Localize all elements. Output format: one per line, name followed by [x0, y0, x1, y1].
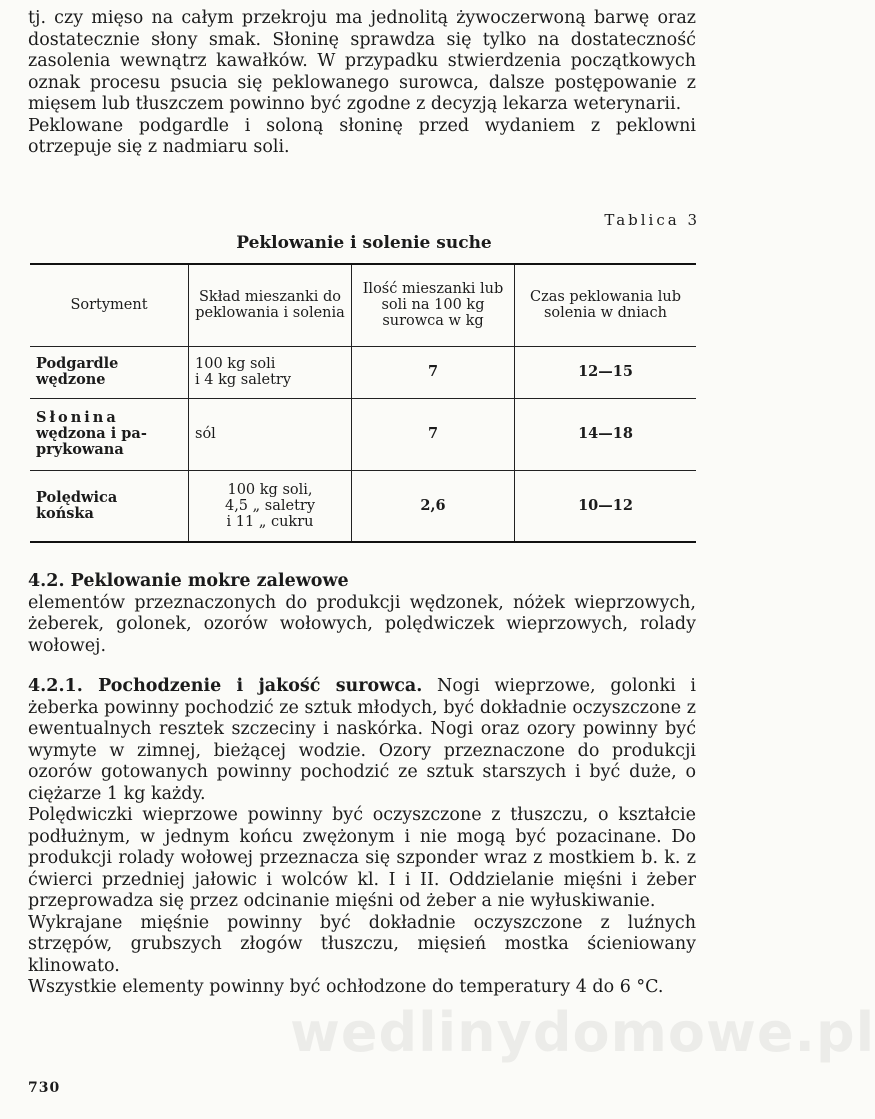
- cell-czas: 14—18: [515, 398, 697, 470]
- intro-block: [28, 8, 696, 159]
- page-number: 730: [28, 1080, 61, 1096]
- cell-sklad: 100 kg soli, 4,5 „ saletry i 11 „ cukru: [189, 470, 352, 542]
- cell-sortyment: Słonina wędzona i pa- prykowana: [30, 398, 189, 470]
- section-4-2-1: [28, 676, 696, 999]
- table-header-row: [30, 264, 696, 346]
- section-heading: 4.2. Peklowanie mokre zalewowe: [28, 571, 349, 591]
- section-paragraph: Wszystkie elementy powinny być ochłodzone do temperatury 4 do 6 °C.: [28, 977, 664, 997]
- section-text: elementów przeznaczonych do produkcji wędzonek, nóżek wieprzowych, żeberek, golonek, ozorów wołowych, polędwiczek wieprzowych, rolady wołowej.: [28, 592, 696, 656]
- section-paragraph: [28, 676, 696, 805]
- cell-czas: 12—15: [515, 346, 697, 398]
- table-label: Tablica 3: [604, 211, 700, 229]
- header-sklad: Skład mieszanki do peklowania i solenia: [189, 264, 352, 346]
- cell-sortyment: Podgardle wędzone: [30, 346, 189, 398]
- section-paragraph: Polędwiczki wieprzowe powinny być oczyszczone z tłuszczu, o kształcie podłużnym, w jednym końcu zwężonym i nie mogą być pozacinane. Do produkcji rolady wołowej przeznacza się szponder wraz z mostkiem b. k. z ćwierci przedniej jałowic i wolców kl. I i II. Oddzielanie mięśni i żeber przeprowadza się przez odcinanie mięśni od żeber a nie wyłuskiwanie.: [28, 805, 696, 911]
- table-row: [30, 398, 696, 470]
- intro-paragraph: tj. czy mięso na całym przekroju ma jednolitą żywoczerwoną barwę oraz dostatecznie słony smak. Słoninę sprawdza się tylko na dostateczność zasolenia wewnątrz kawałków. W przypadku stwierdzenia początkowych oznak procesu psucia się peklowanego surowca, dalsze postępowanie z mięsem lub tłuszczem powinno być zgodne z decyzją lekarza weterynarii.: [28, 8, 696, 114]
- cell-sortyment: Polędwica końska: [30, 470, 189, 542]
- cell-ilosc: 7: [352, 398, 515, 470]
- curing-table: [30, 263, 696, 543]
- table-title: Peklowanie i solenie suche: [236, 233, 492, 253]
- section-text: Nogi wieprzowe, golonki i żeberka powinny pochodzić ze sztuk młodych, być dokładnie oczyszczone z ewentualnych resztek szczeciny i naskórka. Nogi oraz ozory powinny być wymyte w zimnej, bieżącej wodzie. Ozory przeznaczone do produkcji ozorów gotowanych powinny pochodzić ze sztuk starszych i być duże, o ciężarze 1 kg każdy.: [28, 676, 696, 804]
- section-paragraph: Wykrajane mięśnie powinny być dokładnie oczyszczone z luźnych strzępów, grubszych złogów tłuszczu, mięsień mostka ścieniowany klinowato.: [28, 912, 696, 976]
- header-ilosc: Ilość mieszanki lub soli na 100 kg surowca w kg: [352, 264, 515, 346]
- cell-czas: 10—12: [515, 470, 697, 542]
- section-4-2: [28, 571, 696, 657]
- cell-ilosc: 2,6: [352, 470, 515, 542]
- intro-paragraph: Peklowane podgardle i soloną słoninę przed wydaniem z peklowni otrzepuje się z nadmiaru soli.: [28, 115, 696, 157]
- header-czas: Czas peklowania lub solenia w dniach: [515, 264, 697, 346]
- section-heading: 4.2.1. Pochodzenie i jakość surowca.: [28, 676, 423, 696]
- cell-ilosc: 7: [352, 346, 515, 398]
- watermark: wedlinydomowe.pl: [290, 1001, 875, 1064]
- cell-sklad: sól: [189, 398, 352, 470]
- table-row: [30, 470, 696, 542]
- table-row: [30, 346, 696, 398]
- cell-sklad: 100 kg soli i 4 kg saletry: [189, 346, 352, 398]
- header-sortyment: Sortyment: [30, 264, 189, 346]
